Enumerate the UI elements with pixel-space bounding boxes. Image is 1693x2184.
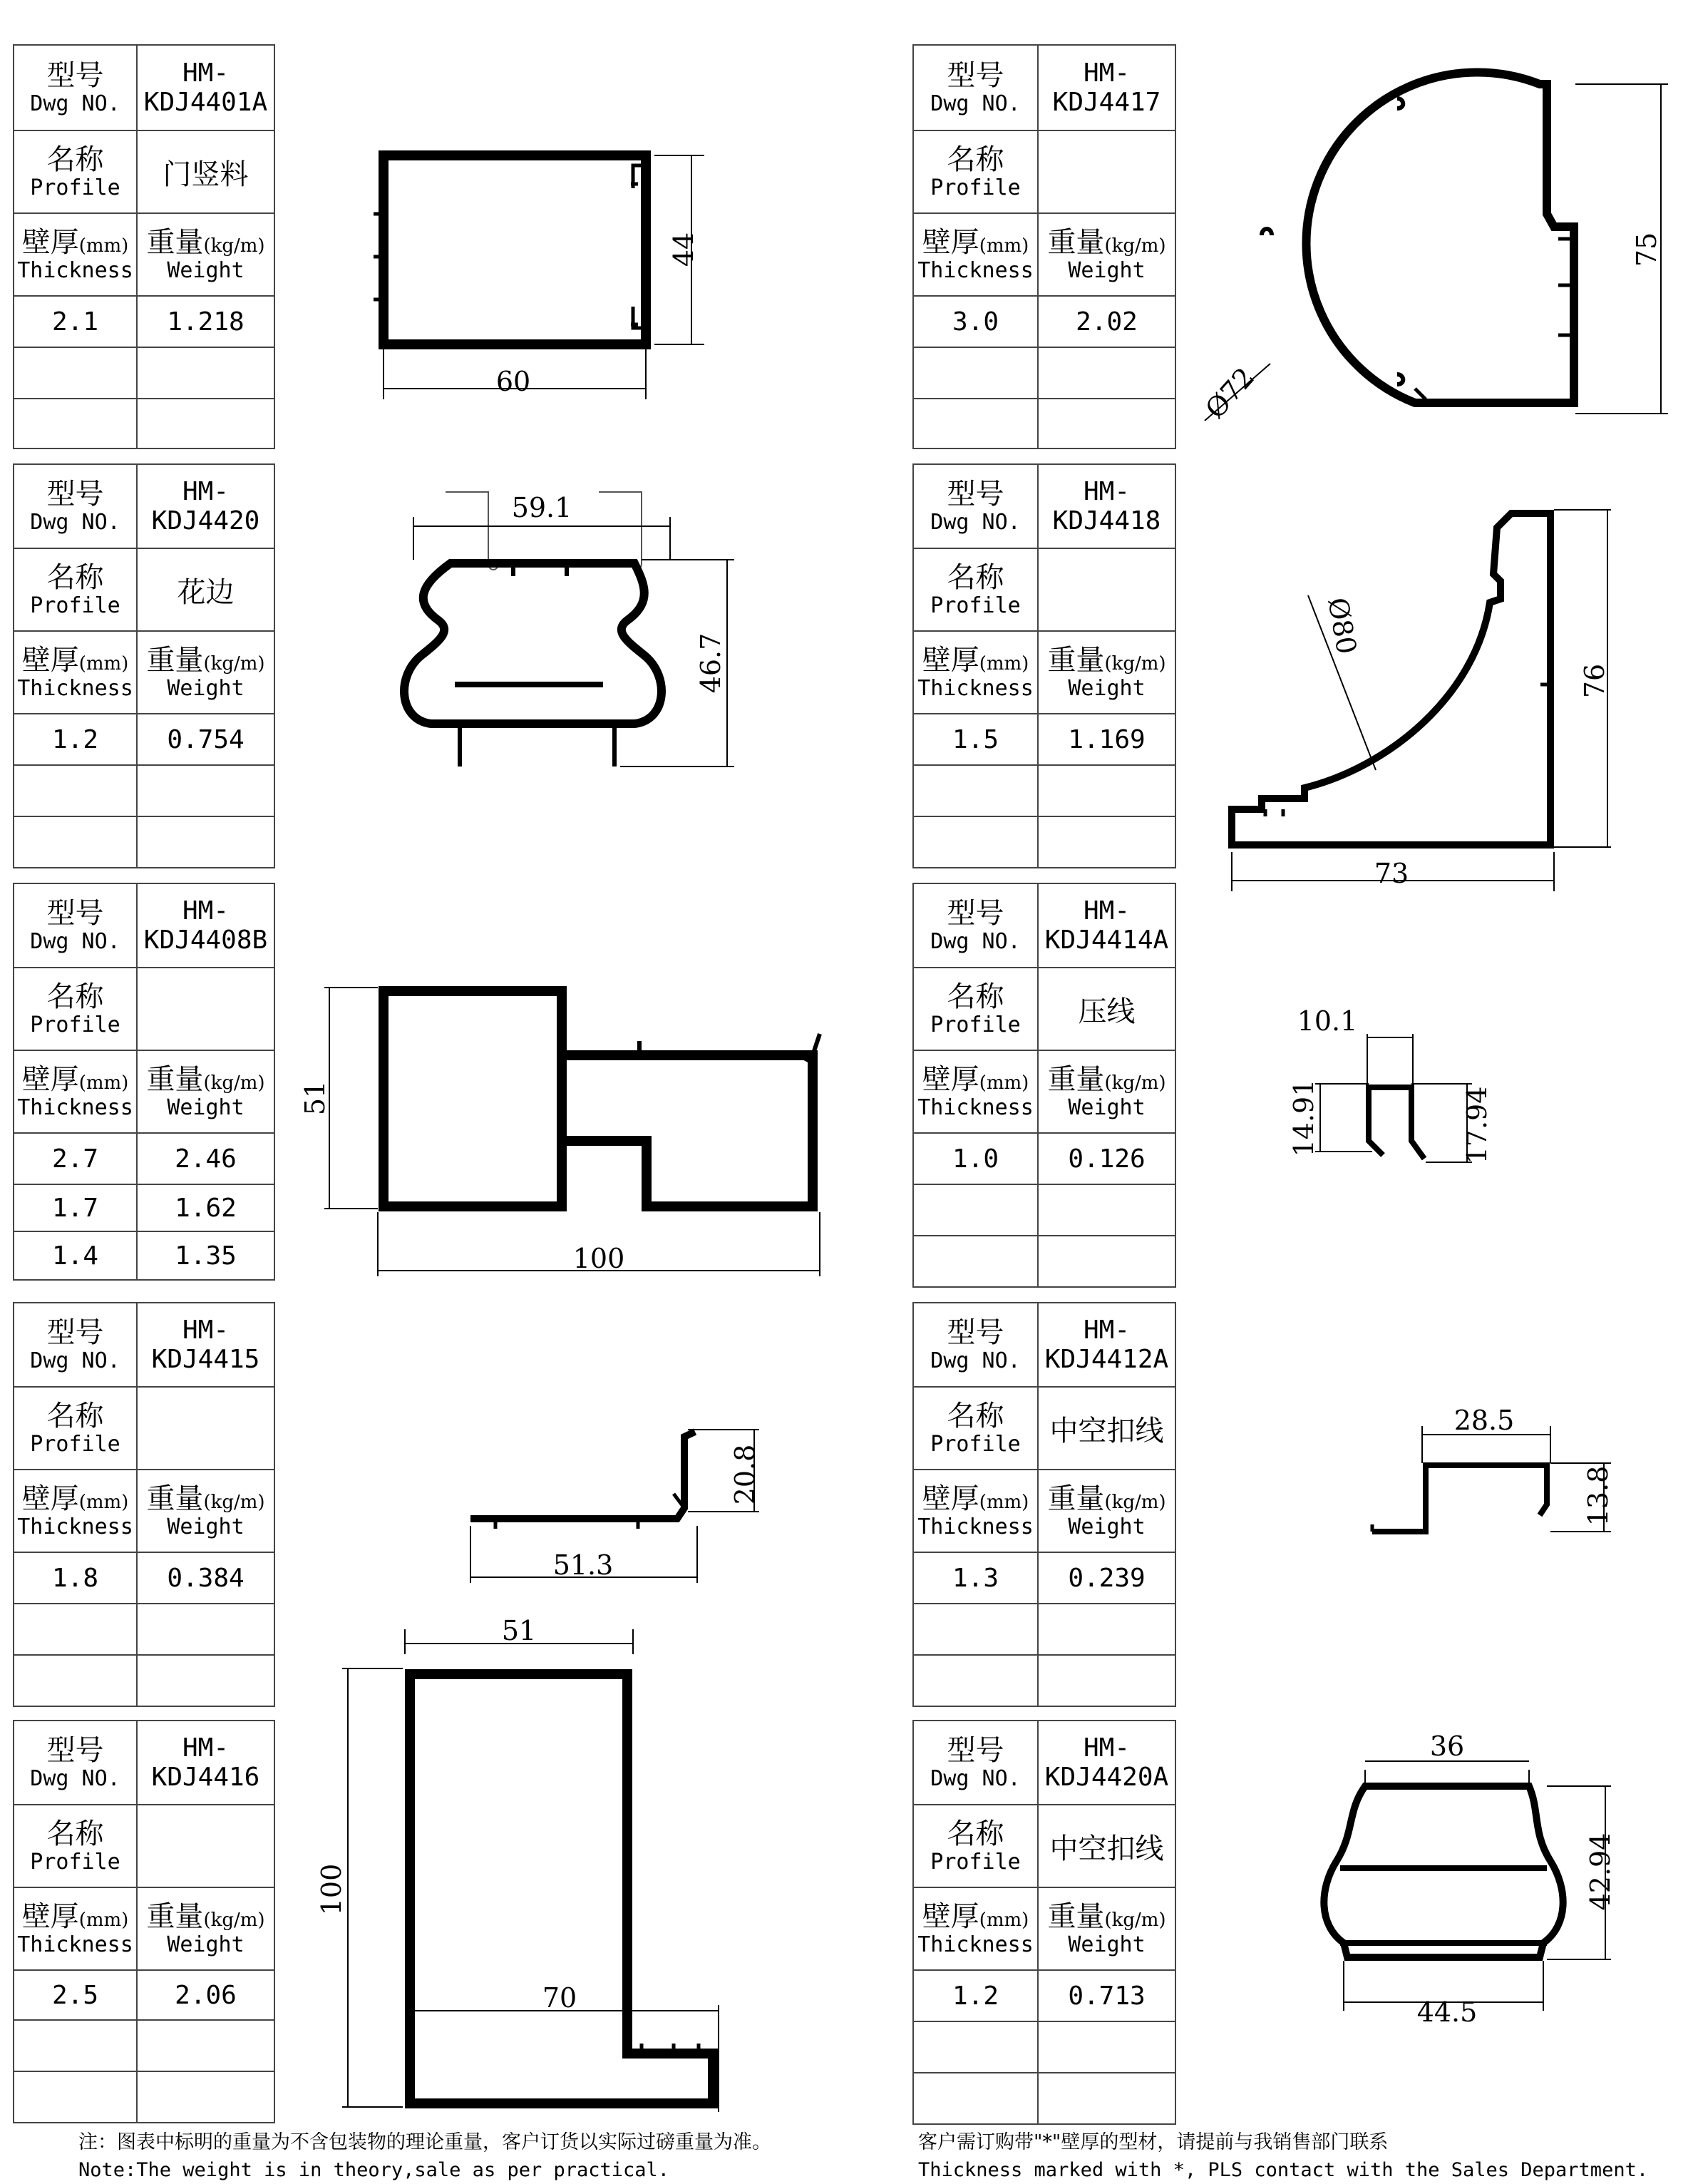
weight-label: 重量(kg/m) Weight	[1038, 631, 1175, 714]
thickness-value: 2.1	[14, 296, 137, 347]
thickness-label: 壁厚(mm) Thickness	[14, 1887, 137, 1970]
footer-note-left	[78, 2128, 771, 2184]
profile-label: 名称 Profile	[14, 1805, 137, 1887]
weight-label: 重量(kg/m) Weight	[1038, 1050, 1175, 1133]
dwg-label: 型号 Dwg NO.	[913, 464, 1038, 548]
dwg-label: 型号 Dwg NO.	[14, 1721, 137, 1805]
dim-width-label: 59.1	[511, 492, 572, 523]
thickness-value: 2.7	[14, 1133, 137, 1184]
dim-height-label: 13.8	[1583, 1465, 1614, 1527]
dwg-number: HM-KDJ4401A	[137, 45, 274, 130]
weight-value: 1.62	[137, 1184, 274, 1231]
profile-name: 中空扣线	[1038, 1387, 1175, 1470]
profile-name: 门竖料	[137, 130, 274, 213]
weight-label: 重量(kg/m) Weight	[137, 213, 274, 296]
weight-value: 1.35	[137, 1231, 274, 1280]
thickness-value: 1.2	[913, 1970, 1038, 2021]
weight-value: 2.06	[137, 1970, 274, 2020]
thickness-value: 3.0	[913, 296, 1038, 347]
weight-label: 重量(kg/m) Weight	[1038, 1887, 1175, 1970]
profile-label: 名称 Profile	[913, 130, 1038, 213]
dim-width-label: 73	[1374, 858, 1409, 889]
dwg-label: 型号 Dwg NO.	[14, 1303, 137, 1387]
weight-value: 1.218	[137, 296, 274, 347]
dwg-number: HM-KDJ4420	[137, 464, 274, 548]
dim-height-label: 51	[299, 1080, 331, 1116]
dim-left-height-label: 14.91	[1288, 1079, 1319, 1157]
dim-height-label: 75	[1631, 232, 1662, 267]
weight-value: 1.169	[1038, 714, 1175, 765]
thickness-label: 壁厚(mm) Thickness	[913, 213, 1038, 296]
dim-height-label: 44	[668, 232, 699, 267]
thickness-value: 1.2	[14, 714, 137, 765]
profile-label: 名称 Profile	[14, 1387, 137, 1470]
dwg-number: HM-KDJ4416	[137, 1721, 274, 1805]
dim-height-label: 100	[316, 1863, 347, 1916]
weight-label: 重量(kg/m) Weight	[137, 1470, 274, 1552]
dwg-number: HM-KDJ4420A	[1038, 1721, 1175, 1805]
dim-height-label: 42.94	[1585, 1832, 1616, 1911]
dwg-number: HM-KDJ4408B	[137, 883, 274, 968]
dwg-number: HM-KDJ4412A	[1038, 1303, 1175, 1387]
dim-width-label: 10.1	[1297, 1005, 1358, 1037]
dwg-label: 型号 Dwg NO.	[14, 45, 137, 130]
dim-height-label: 20.8	[729, 1444, 761, 1505]
dwg-label: 型号 Dwg NO.	[913, 1721, 1038, 1805]
dwg-label: 型号 Dwg NO.	[913, 1303, 1038, 1387]
thickness-label: 壁厚(mm) Thickness	[913, 1470, 1038, 1552]
thickness-value: 1.3	[913, 1552, 1038, 1604]
weight-value: 0.239	[1038, 1552, 1175, 1604]
dim-width-label: 28.5	[1453, 1405, 1515, 1436]
dwg-number: HM-KDJ4417	[1038, 45, 1175, 130]
thickness-value: 1.0	[913, 1133, 1038, 1184]
dwg-number: HM-KDJ4415	[137, 1303, 274, 1387]
dwg-number: HM-KDJ4414A	[1038, 883, 1175, 968]
weight-label: 重量(kg/m) Weight	[137, 1050, 274, 1133]
dim-height-label: 46.7	[695, 632, 726, 694]
profile-label: 名称 Profile	[913, 1805, 1038, 1887]
thickness-value: 2.5	[14, 1970, 137, 2020]
weight-value: 0.713	[1038, 1970, 1175, 2021]
profile-label: 名称 Profile	[14, 130, 137, 213]
thickness-value: 1.7	[14, 1184, 137, 1231]
weight-value: 2.02	[1038, 296, 1175, 347]
thickness-value: 1.8	[14, 1552, 137, 1604]
dim-bottom-width-label: 44.5	[1416, 1996, 1478, 2028]
dwg-label: 型号 Dwg NO.	[913, 45, 1038, 130]
thickness-label: 壁厚(mm) Thickness	[913, 1050, 1038, 1133]
profile-name: 花边	[137, 548, 274, 631]
dwg-label: 型号 Dwg NO.	[14, 883, 137, 968]
thickness-label: 壁厚(mm) Thickness	[14, 1050, 137, 1133]
weight-value: 0.384	[137, 1552, 274, 1604]
profile-label: 名称 Profile	[913, 548, 1038, 631]
thickness-label: 壁厚(mm) Thickness	[14, 213, 137, 296]
profile-label: 名称 Profile	[913, 1387, 1038, 1470]
footer-note-cn: 注：图表中标明的重量为不含包装物的理论重量，客户订货以实际过磅重量为准。	[78, 2131, 771, 2153]
footer-contact-en: Thickness marked with *, PLS contact with the Sales Department.	[918, 2159, 1649, 2182]
footer-note-right	[918, 2128, 1648, 2184]
dim-width-label: 51.3	[552, 1549, 614, 1581]
dwg-number: HM-KDJ4418	[1038, 464, 1175, 548]
dim-diameter-label: Ø80	[1322, 595, 1363, 657]
weight-label: 重量(kg/m) Weight	[1038, 1470, 1175, 1552]
profile-name: 中空扣线	[1038, 1805, 1175, 1887]
thickness-value: 1.5	[913, 714, 1038, 765]
weight-label: 重量(kg/m) Weight	[1038, 213, 1175, 296]
weight-value: 2.46	[137, 1133, 274, 1184]
profile-label: 名称 Profile	[14, 968, 137, 1050]
dim-width-label: 51	[501, 1615, 537, 1646]
footer-contact-cn: 客户需订购带"*"壁厚的型材，请提前与我销售部门联系	[918, 2131, 1389, 2153]
profile-name: 压线	[1038, 968, 1175, 1050]
dim-height-label: 76	[1579, 663, 1610, 699]
thickness-label: 壁厚(mm) Thickness	[913, 1887, 1038, 1970]
thickness-label: 壁厚(mm) Thickness	[14, 631, 137, 714]
profile-label: 名称 Profile	[14, 548, 137, 631]
weight-label: 重量(kg/m) Weight	[137, 1887, 274, 1970]
dim-top-width-label: 36	[1429, 1731, 1465, 1762]
thickness-label: 壁厚(mm) Thickness	[14, 1470, 137, 1552]
dim-right-height-label: 17.94	[1461, 1086, 1493, 1164]
weight-value: 0.126	[1038, 1133, 1175, 1184]
weight-value: 0.754	[137, 714, 274, 765]
dim-width-label: 100	[572, 1243, 625, 1274]
dim-depth-label: 70	[542, 1982, 577, 2014]
dim-diameter-label: Ø72	[1199, 362, 1261, 425]
thickness-label: 壁厚(mm) Thickness	[913, 631, 1038, 714]
weight-label: 重量(kg/m) Weight	[137, 631, 274, 714]
dwg-label: 型号 Dwg NO.	[913, 883, 1038, 968]
profile-label: 名称 Profile	[913, 968, 1038, 1050]
dim-width-label: 60	[495, 366, 531, 397]
thickness-value: 1.4	[14, 1231, 137, 1280]
dwg-label: 型号 Dwg NO.	[14, 464, 137, 548]
footer-note-en: Note:The weight is in theory,sale as per practical.	[78, 2159, 670, 2182]
